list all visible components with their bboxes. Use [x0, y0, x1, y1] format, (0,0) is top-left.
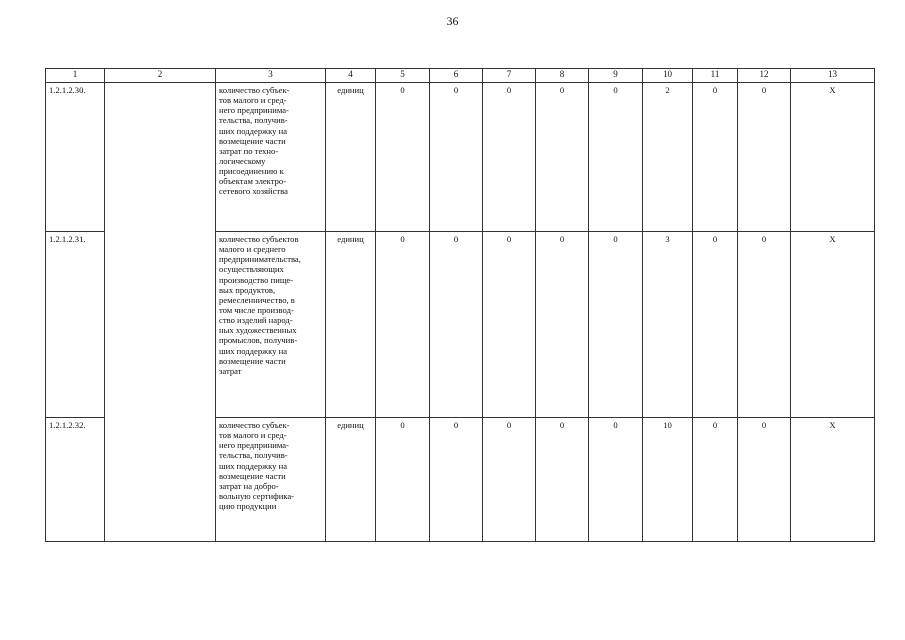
- value-cell: 3: [643, 232, 693, 418]
- col-header-11: 11: [693, 69, 738, 83]
- value-cell: X: [791, 83, 875, 232]
- row-description: количество субъек- тов малого и сред- него предпринима- тельства, получив- ших поддержку на возмещение части затрат на добро- вольную сертифика- цию продукции: [216, 418, 326, 542]
- value-cell: 0: [536, 232, 589, 418]
- value-cell: 0: [483, 83, 536, 232]
- value-cell: 0: [430, 83, 483, 232]
- value-cell: 0: [376, 418, 430, 542]
- indicator-table: [45, 68, 875, 542]
- header-row: [46, 69, 875, 83]
- value-cell: X: [791, 232, 875, 418]
- value-cell: 0: [376, 83, 430, 232]
- col-header-4: 4: [326, 69, 376, 83]
- col-header-6: 6: [430, 69, 483, 83]
- col-header-13: 13: [791, 69, 875, 83]
- value-cell: 0: [738, 232, 791, 418]
- value-cell: 0: [738, 418, 791, 542]
- value-cell: 10: [643, 418, 693, 542]
- value-cell: 0: [693, 418, 738, 542]
- row-unit: единиц: [326, 83, 376, 232]
- value-cell: 0: [483, 232, 536, 418]
- col-header-3: 3: [216, 69, 326, 83]
- value-cell: 0: [536, 83, 589, 232]
- row-code: 1.2.1.2.32.: [46, 418, 105, 542]
- value-cell: 0: [376, 232, 430, 418]
- col-header-9: 9: [589, 69, 643, 83]
- col-header-10: 10: [643, 69, 693, 83]
- col-header-2: 2: [105, 69, 216, 83]
- row-unit: единиц: [326, 418, 376, 542]
- row-code: 1.2.1.2.30.: [46, 83, 105, 232]
- value-cell: 2: [643, 83, 693, 232]
- col-header-7: 7: [483, 69, 536, 83]
- value-cell: 0: [738, 83, 791, 232]
- value-cell: 0: [693, 232, 738, 418]
- value-cell: X: [791, 418, 875, 542]
- value-cell: 0: [536, 418, 589, 542]
- merged-empty-cell: [105, 83, 216, 542]
- page-number: 36: [446, 14, 459, 28]
- row-unit: единиц: [326, 232, 376, 418]
- value-cell: 0: [693, 83, 738, 232]
- value-cell: 0: [589, 232, 643, 418]
- col-header-12: 12: [738, 69, 791, 83]
- value-cell: 0: [589, 83, 643, 232]
- row-description: количество субъектов малого и среднего предпринимательства, осуществляющих производство пище- вых продуктов, ремесленничество, в том числе производ- ство изделий народ- ных художественных промыслов, получив- ших поддержку на возмещение части затрат: [216, 232, 326, 418]
- value-cell: 0: [430, 418, 483, 542]
- col-header-8: 8: [536, 69, 589, 83]
- value-cell: 0: [430, 232, 483, 418]
- table-row: [46, 83, 875, 232]
- row-description: количество субъек- тов малого и сред- него предпринима- тельства, получив- ших поддержку на возмещение части затрат по техно- логическому присоединению к объектам электро- сетевого хозяйства: [216, 83, 326, 232]
- col-header-1: 1: [46, 69, 105, 83]
- col-header-5: 5: [376, 69, 430, 83]
- value-cell: 0: [589, 418, 643, 542]
- value-cell: 0: [483, 418, 536, 542]
- row-code: 1.2.1.2.31.: [46, 232, 105, 418]
